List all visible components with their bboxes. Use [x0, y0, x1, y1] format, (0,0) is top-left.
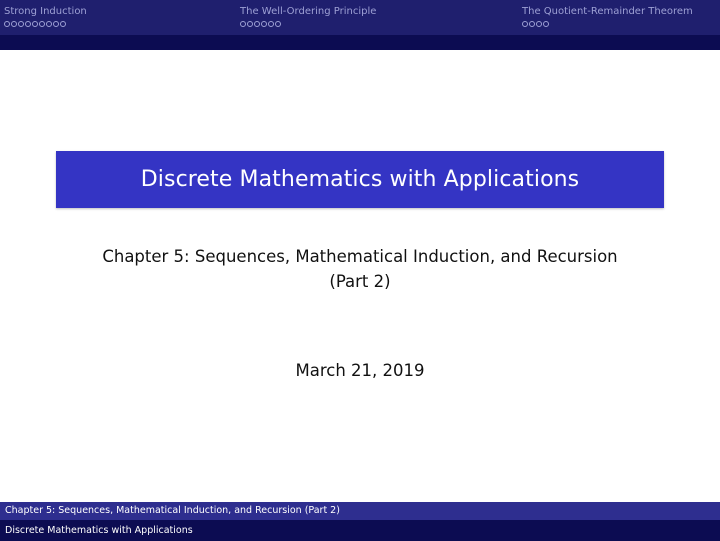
navigation-bar	[0, 0, 720, 35]
frame-dot-icon[interactable]	[275, 21, 281, 27]
frame-dot-icon[interactable]	[247, 21, 253, 27]
frame-dot-icon[interactable]	[261, 21, 267, 27]
nav-section-label[interactable]: The Well-Ordering Principle	[240, 6, 377, 17]
frame-dot-icon[interactable]	[25, 21, 31, 27]
navigation-strip	[0, 35, 720, 50]
frame-dot-icon[interactable]	[11, 21, 17, 27]
frame-dot-icon[interactable]	[240, 21, 246, 27]
subtitle-line-2: (Part 2)	[329, 272, 391, 291]
frame-dot-icon[interactable]	[536, 21, 542, 27]
frame-dot-icon[interactable]	[529, 21, 535, 27]
nav-frame-dots[interactable]	[522, 21, 693, 27]
frame-dot-icon[interactable]	[60, 21, 66, 27]
frame-dot-icon[interactable]	[39, 21, 45, 27]
footer-title-text: Chapter 5: Sequences, Mathematical Induction, and Recursion (Part 2)	[5, 505, 340, 516]
footer-subtitle-text: Discrete Mathematics with Applications	[5, 525, 193, 536]
nav-section-strong-induction[interactable]	[4, 5, 87, 27]
frame-dot-icon[interactable]	[18, 21, 24, 27]
nav-frame-dots[interactable]	[240, 21, 376, 27]
frame-dot-icon[interactable]	[32, 21, 38, 27]
frame-dot-icon[interactable]	[268, 21, 274, 27]
frame-dot-icon[interactable]	[522, 21, 528, 27]
nav-section-label[interactable]: Strong Induction	[4, 6, 87, 17]
nav-frame-dots[interactable]	[4, 21, 87, 27]
frame-dot-icon[interactable]	[53, 21, 59, 27]
nav-section-label[interactable]: The Quotient-Remainder Theorem	[522, 6, 693, 17]
nav-section-quotient-remainder[interactable]	[522, 5, 693, 27]
frame-dot-icon[interactable]	[46, 21, 52, 27]
slide-title: Discrete Mathematics with Applications	[140, 167, 580, 192]
footer-short-title	[0, 502, 720, 520]
slide-subtitle	[40, 244, 680, 294]
footer-short-subtitle	[0, 520, 720, 541]
frame-dot-icon[interactable]	[543, 21, 549, 27]
title-block	[56, 151, 664, 208]
frame-dot-icon[interactable]	[254, 21, 260, 27]
slide-date: March 21, 2019	[295, 361, 425, 380]
nav-section-well-ordering[interactable]	[240, 5, 376, 27]
subtitle-line-1: Chapter 5: Sequences, Mathematical Induction, and Recursion	[102, 247, 618, 266]
frame-dot-icon[interactable]	[4, 21, 10, 27]
